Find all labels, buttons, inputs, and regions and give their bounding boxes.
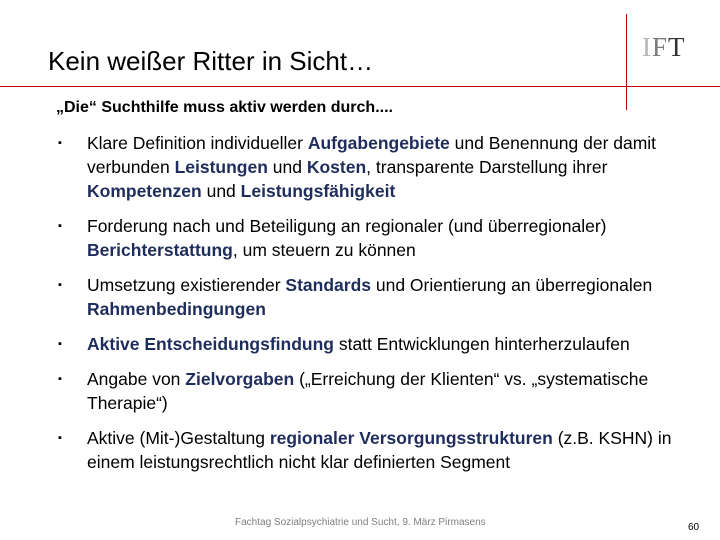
bullet-emphasis-text: Berichterstattung: [87, 240, 233, 260]
bullet-text: Klare Definition individueller: [87, 133, 308, 153]
bullet-item: [58, 332, 708, 356]
bullet-text: statt Entwicklungen hinterherzulaufen: [333, 334, 630, 354]
bullet-text: Forderung nach und Beteiligung an regionaler (und überregionaler): [87, 216, 607, 236]
bullet-text: und: [201, 181, 241, 201]
bullet-text: und Orientierung an überregionalen: [371, 275, 653, 295]
logo-divider: [626, 14, 627, 110]
bullet-emphasis-text: Standards: [285, 275, 371, 295]
bullet-marker-icon: ▪: [58, 137, 62, 149]
bullet-item: [58, 214, 708, 262]
slide-title: Kein weißer Ritter in Sicht…: [48, 46, 374, 76]
bullet-text: und Benennung der damit verbunden: [87, 133, 657, 177]
bullet-emphasis-text: Kosten: [306, 157, 367, 177]
bullet-list: [58, 131, 708, 474]
bullet-item: [58, 131, 708, 203]
bullet-emphasis-text: regionaler Versorgungsstrukturen: [269, 428, 553, 448]
title-divider: [0, 86, 720, 87]
bullet-text: , transparente Darstellung ihrer: [366, 157, 608, 177]
bullet-marker-icon: ▪: [58, 338, 62, 350]
logo-letter-3: T: [668, 32, 686, 62]
bullet-emphasis-text: Leistungsfähigkeit: [240, 181, 396, 201]
bullet-text: , um steuern zu können: [232, 240, 416, 260]
ift-logo: [642, 32, 686, 62]
bullet-marker-icon: ▪: [58, 432, 62, 444]
bullet-emphasis-text: Aktive Entscheidungsfindung: [87, 334, 334, 354]
bullet-text: („Erreichung der Klienten“ vs. „systematische Therapie“): [87, 369, 649, 413]
bullet-emphasis-text: Rahmenbedingungen: [87, 299, 266, 319]
bullet-emphasis-text: Aufgabengebiete: [307, 133, 450, 153]
bullet-item: [58, 426, 708, 474]
bullet-emphasis-text: Leistungen: [174, 157, 268, 177]
page-number: 60: [688, 522, 700, 533]
bullet-emphasis-text: Zielvorgaben: [185, 369, 295, 389]
bullet-text: Aktive (Mit-)Gestaltung: [87, 428, 270, 448]
bullet-item: [58, 367, 708, 415]
bullet-text: und: [267, 157, 307, 177]
bullet-marker-icon: ▪: [58, 279, 62, 291]
bullet-text: (z.B. KSHN) in einem leistungsrechtlich nicht klar definierten Segment: [87, 428, 672, 472]
slide-subtitle: „Die“ Suchthilfe muss aktiv werden durch....: [56, 99, 393, 116]
bullet-emphasis-text: Kompetenzen: [87, 181, 202, 201]
bullet-marker-icon: ▪: [58, 220, 62, 232]
bullet-text: Umsetzung existierender: [87, 275, 286, 295]
bullet-item: [58, 273, 708, 321]
bullet-marker-icon: ▪: [58, 373, 62, 385]
bullet-text: Angabe von: [87, 369, 186, 389]
logo-letter-2: F: [652, 32, 669, 62]
logo-letter-1: I: [642, 32, 652, 62]
footer-text: Fachtag Sozialpsychiatrie und Sucht, 9. März Pirmasens: [235, 517, 486, 528]
